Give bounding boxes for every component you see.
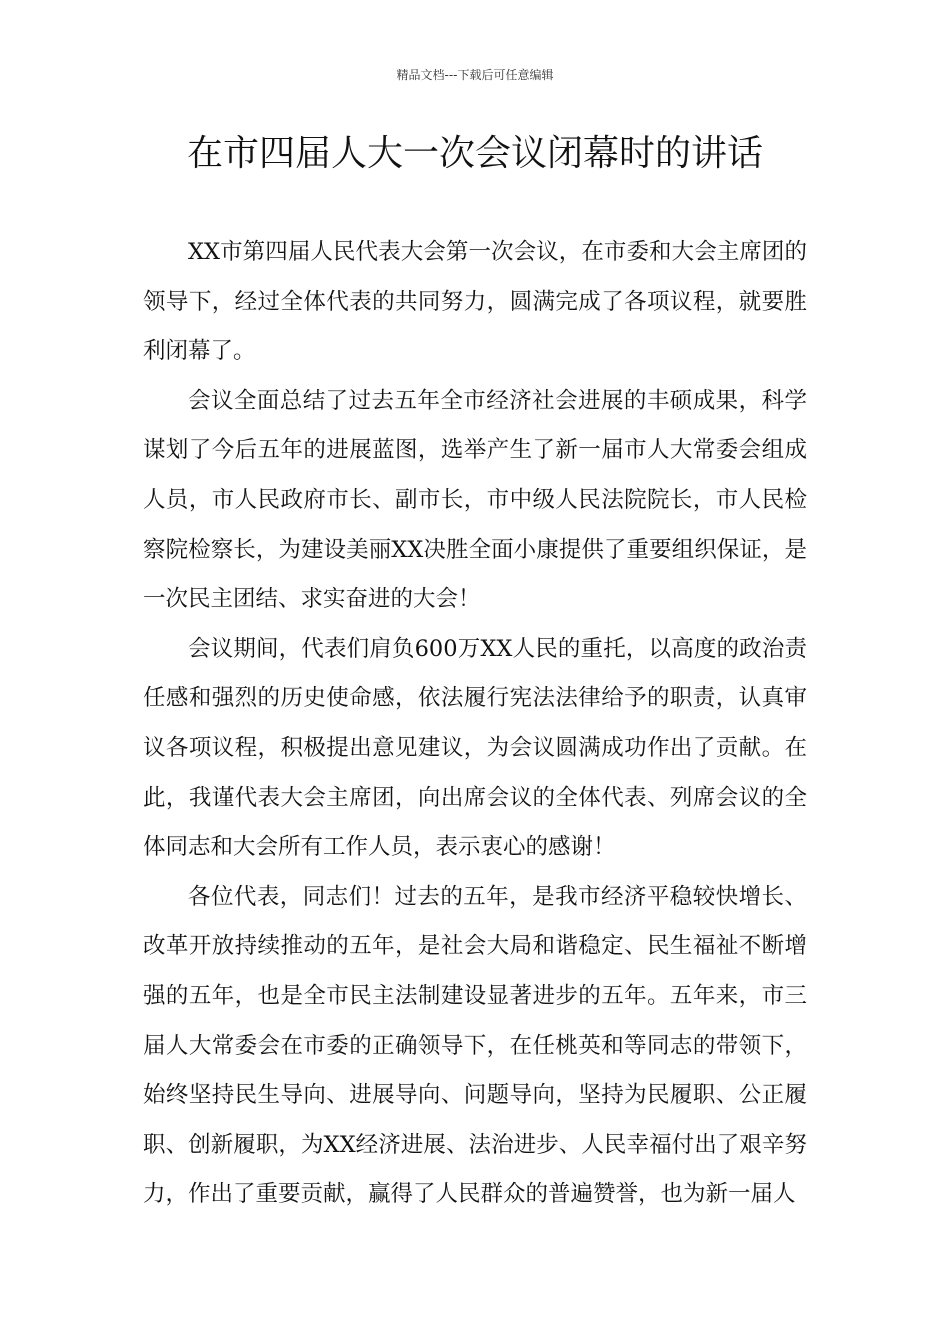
paragraph-2: 会议全面总结了过去五年全市经济社会进展的丰硕成果，科学谋划了今后五年的进展蓝图，选举产生了新一届市人大常委会组成人员，市人民政府市长、副市长，市中级人民法院院长，市人民检察院检察长，为建设美丽XX决胜全面小康提供了重要组织保证，是一次民主团结、求实奋进的大会！ [143, 387, 807, 613]
paragraph-3: 会议期间，代表们肩负600万XX人民的重托，以高度的政治责任感和强烈的历史使命感，依法履行宪法法律给予的职责，认真审议各项议程，积极提出意见建议，为会议圆满成功作出了贡献。在此，我谨代表大会主席团，向出席会议的全体代表、列席会议的全体同志和大会所有工作人员，表示衷心的感谢！ [143, 635, 807, 861]
header-note: 精品文档---下载后可任意编辑 [396, 68, 554, 82]
paragraph-1: XX市第四届人民代表大会第一次会议，在市委和大会主席团的领导下，经过全体代表的共同努力，圆满完成了各项议程，就要胜利闭幕了。 [143, 239, 807, 365]
paragraph-4: 各位代表，同志们！过去的五年，是我市经济平稳较快增长、改革开放持续推动的五年，是社会大局和谐稳定、民生福祉不断增强的五年，也是全市民主法制建设显著进步的五年。五年来，市三届人大常委会在市委的正确领导下，在任桃英和等同志的带领下，始终坚持民生导向、进展导向、问题导向，坚持为民履职、公正履职、创新履职，为XX经济进展、法治进步、人民幸福付出了艰辛努力，作出了重要贡献，赢得了人民群众的普遍赞誉，也为新一届人 [143, 883, 807, 1208]
document-title: 在市四届人大一次会议闭幕时的讲话 [186, 133, 763, 174]
document-body [143, 228, 807, 1220]
